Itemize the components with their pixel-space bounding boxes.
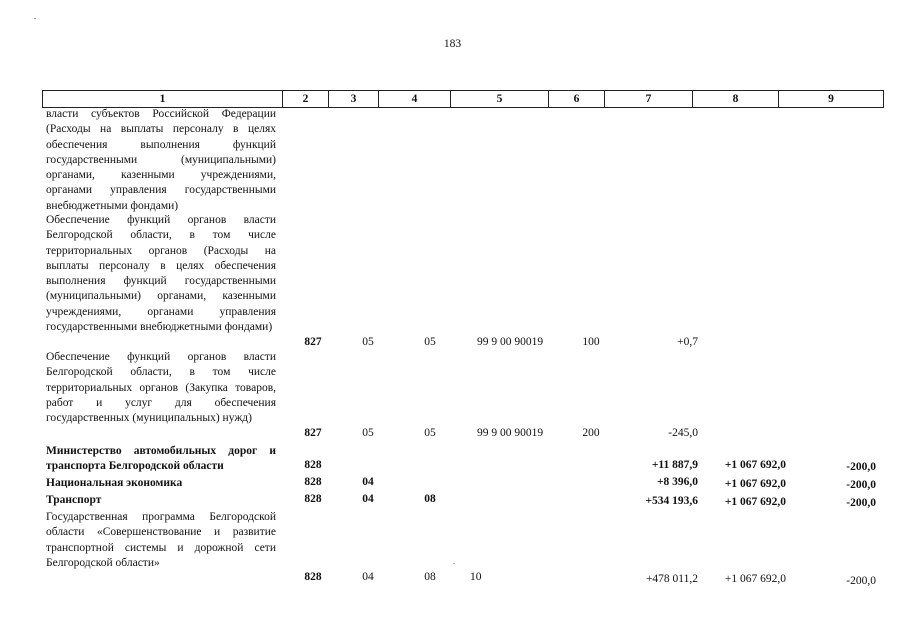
row-description: Обеспечение функций органов власти Белгородской области, в том числе территориальных органов (Закупка товаров, работ и услуг для обеспечения государственных (муниципальных) нужд) (46, 351, 276, 425)
header-col-9: 9 (828, 93, 834, 105)
header-col-7: 7 (605, 91, 693, 107)
cell-amount-col9: -200,0 (846, 479, 876, 491)
table-header (42, 90, 884, 108)
cell-section: 05 (362, 336, 374, 348)
cell-amount-col7: +8 396,0 (656, 476, 698, 488)
cell-department-code: 827 (304, 427, 322, 439)
header-col-1: 1 (43, 91, 283, 107)
cell-subsection: 05 (424, 336, 436, 348)
cell-amount-col8: +1 067 692,0 (724, 478, 786, 490)
header-col-4: 4 (379, 91, 451, 107)
cell-expense-type: 200 (582, 427, 600, 439)
cell-amount-col7: +478 011,2 (645, 573, 698, 585)
cell-department-code: 828 (304, 493, 322, 505)
cell-subsection: 05 (424, 427, 436, 439)
header-col-3: 3 (329, 91, 379, 107)
cell-section: 05 (362, 427, 374, 439)
cell-expense-type: 100 (582, 336, 600, 348)
row-description: власти субъектов Российской Федерации (Расходы на выплаты персоналу в целях обеспечения выполнения функций государственными (муниципальными) органами, казенными учреждениями, органами управления государственными внебюджетными фондами) (46, 108, 276, 212)
page-number: 183 (443, 38, 462, 50)
cell-amount-col9: -200,0 (846, 461, 876, 473)
cell-amount-col8: +1 067 692,0 (724, 496, 786, 508)
scan-speck (34, 18, 36, 19)
cell-amount-col9: -200,0 (846, 575, 876, 587)
cell-department-code: 828 (304, 571, 322, 583)
row-description: Государственная программа Белгородской области «Совершенствование и развитие транспортной системы и дорожной сети Белгородской области» (46, 511, 276, 569)
cell-section: 04 (362, 476, 374, 488)
cell-amount-col7: +11 887,9 (651, 459, 698, 471)
cell-target-article: 99 9 00 90019 (476, 336, 544, 348)
cell-section: 04 (362, 493, 374, 505)
header-col-2: 2 (283, 91, 329, 107)
cell-department-code: 827 (304, 336, 322, 348)
cell-amount-col7: +534 193,6 (645, 495, 698, 507)
cell-amount-col8: +1 067 692,0 (724, 459, 786, 471)
row-description: Национальная экономика (46, 477, 183, 489)
cell-target-article: 99 9 00 90019 (476, 427, 544, 439)
cell-department-code: 828 (304, 459, 322, 471)
cell-target-article: 10 (470, 571, 482, 583)
header-col-6: 6 (549, 91, 605, 107)
cell-amount-col7: +0,7 (677, 336, 698, 348)
row-description: Министерство автомобильных дорог и транспорта Белгородской области (46, 445, 276, 473)
header-col-8: 8 (693, 91, 779, 107)
row-description: Транспорт (46, 494, 102, 506)
header-col-5: 5 (451, 91, 549, 107)
cell-amount-col8: +1 067 692,0 (724, 573, 786, 585)
cell-department-code: 828 (304, 476, 322, 488)
cell-amount-col9: -200,0 (846, 497, 876, 509)
cell-subsection: 08 (424, 571, 436, 583)
cell-section: 04 (362, 571, 374, 583)
cell-amount-col7: -245,0 (668, 427, 698, 439)
cell-subsection: 08 (424, 493, 436, 505)
row-description: Обеспечение функций органов власти Белгородской области, в том числе территориальных органов (Расходы на выплаты персоналу в целях обеспечения выполнения функций государственными (муниципальными) органами, казенными учреждениями, органами управления государственными внебюджетными фондами) (46, 214, 276, 334)
scan-speck (453, 563, 455, 564)
